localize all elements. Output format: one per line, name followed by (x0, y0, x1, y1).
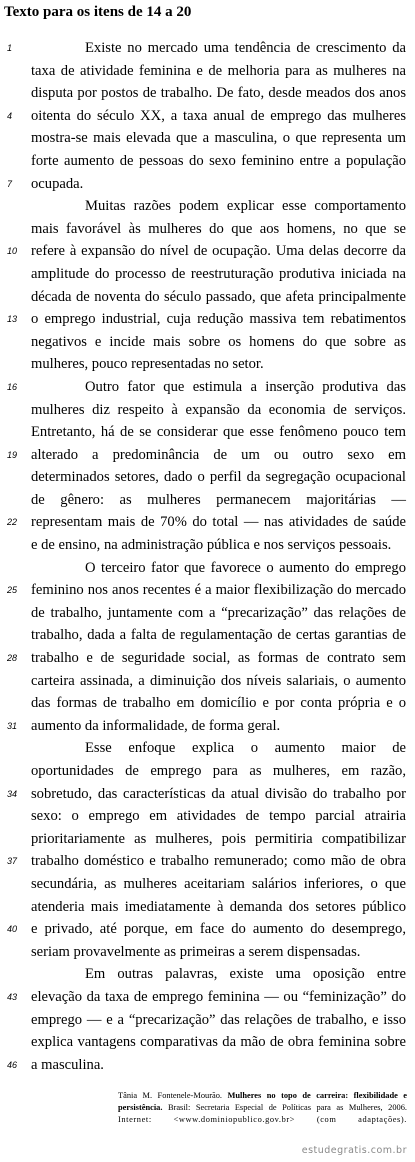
line-text: mais favorável às mulheres do que aos homens, no que se (31, 220, 406, 237)
line-number: 43 (7, 991, 18, 1002)
text-line (31, 602, 406, 625)
line-text: das formas de trabalho em domicílio e por conta própria e o (31, 695, 406, 712)
line-number: 16 (7, 381, 18, 392)
text-line (31, 941, 406, 964)
line-number: 37 (7, 856, 18, 867)
line-text: mulheres diz respeito à expansão da economia de serviços. (31, 401, 406, 418)
text-line (31, 466, 406, 489)
line-number: 34 (7, 788, 18, 799)
text-line (31, 760, 406, 783)
text-line (31, 263, 406, 286)
line-text: seriam provavelmente as primeiras a serem dispensadas. (31, 943, 361, 960)
line-text: a masculina. (31, 1056, 104, 1073)
line-number: 7 (7, 178, 13, 189)
text-line (31, 805, 406, 828)
text-line (31, 896, 406, 919)
page-title: Texto para os itens de 14 a 20 (4, 4, 192, 20)
text-line (31, 557, 406, 580)
text-line (31, 873, 406, 896)
line-text: mulheres, pouco representadas no setor. (31, 356, 264, 373)
text-line (31, 1031, 406, 1054)
text-line (7, 579, 406, 602)
source-row-1 (118, 1090, 407, 1114)
text-line (31, 1009, 406, 1032)
line-number: 4 (7, 110, 13, 121)
watermark: estudegratis.com.br (301, 1145, 407, 1156)
line-number: 1 (7, 43, 13, 53)
text-line (31, 195, 406, 218)
line-text: trabalho e de seguridade social, as formas de contrato sem (31, 650, 406, 667)
line-text: atenderia mais imediatamente à demanda dos setores público (31, 898, 406, 915)
line-text: década de noventa do século passado, que afeta principalmente (31, 288, 406, 305)
text-line (31, 60, 406, 83)
text-line (7, 715, 406, 738)
text-line (31, 692, 406, 715)
text-line (7, 511, 406, 534)
text-line (31, 353, 406, 376)
line-text: sobretudo, das características da atual divisão do trabalho por (31, 785, 406, 802)
passage-text (7, 37, 406, 1076)
text-line (7, 173, 406, 196)
text-line (31, 399, 406, 422)
text-line (31, 421, 406, 444)
line-text: carteira assinada, a diminuição dos níveis salariais, o aumento (31, 672, 406, 689)
text-line (31, 127, 406, 150)
line-text: Em outras palavras, existe uma oposição entre (85, 966, 406, 983)
text-line (7, 105, 406, 128)
text-line (31, 489, 406, 512)
line-text: taxa de atividade feminina e de melhoria para as mulheres na (31, 62, 406, 79)
line-text: elevação da taxa de emprego feminina — ou “feminização” do (31, 988, 406, 1005)
text-line (31, 963, 406, 986)
line-text: e privado, até porque, em face do aumento do desemprego, (31, 921, 406, 938)
line-number: 13 (7, 314, 18, 325)
line-number: 19 (7, 449, 18, 460)
text-line (7, 37, 406, 60)
text-line (7, 444, 406, 467)
line-text: feminino nos anos recentes é a maior flexibilização do mercado (31, 582, 406, 599)
text-line (7, 1054, 406, 1077)
line-text: determinados setores, dado o perfil da segregação ocupacional (31, 469, 406, 486)
line-number: 46 (7, 1059, 18, 1070)
text-line (31, 331, 406, 354)
line-text: refere à expansão do nível de ocupação. Uma delas decorre da (31, 243, 406, 260)
line-text: Outro fator que estimula a inserção produtiva das (85, 378, 406, 395)
text-line (31, 670, 406, 693)
source-author: Tânia M. Fontenele-Mourão. (118, 1091, 222, 1100)
line-text: mostra-se mais elevada que a masculina, o que representa um (31, 130, 406, 147)
line-text: ocupada. (31, 175, 84, 192)
line-number: 10 (7, 246, 18, 257)
line-number: 31 (7, 720, 18, 731)
text-line (7, 783, 406, 806)
line-text: Entretanto, há de se considerar que esse fenômeno pouco tem (31, 424, 406, 441)
text-line (31, 150, 406, 173)
line-text: Muitas razões podem explicar esse comportamento (85, 198, 406, 215)
line-text: trabalho doméstico e trabalho remunerado; como mão de obra (31, 853, 406, 870)
line-text: explica vantagens comparativas da mão de obra feminina sobre (31, 1034, 406, 1051)
text-line (31, 624, 406, 647)
text-line (7, 647, 406, 670)
text-line (7, 850, 406, 873)
line-text: oportunidades de emprego para as mulheres, em razão, (31, 763, 406, 779)
line-number: 28 (7, 653, 18, 664)
line-text: disputa por postos de trabalho. De fato, desde meados dos anos (31, 85, 406, 102)
source-internet: Internet: <www.dominiopublico.gov.br> (com adaptações). (118, 1115, 407, 1124)
line-text: representam mais de 70% do total — nas atividades de saúde (31, 514, 406, 531)
line-text: forte aumento de pessoas do sexo feminino entre a população (31, 152, 406, 169)
source-citation (118, 1090, 407, 1126)
text-line (7, 918, 406, 941)
line-text: O terceiro fator que favorece o aumento do emprego (85, 559, 406, 576)
text-line (31, 286, 406, 309)
line-text: Esse enfoque explica o aumento maior de (85, 740, 406, 757)
line-number: 22 (7, 517, 18, 528)
text-line (31, 218, 406, 241)
line-text: negativos e incide mais sobre os homens do que sobre as (31, 333, 406, 350)
text-line (31, 828, 406, 851)
text-line (7, 240, 406, 263)
text-line (7, 308, 406, 331)
line-text: trabalho, dada a falta de regulamentação de certas garantias de (31, 627, 406, 644)
line-text: prioritariamente as mulheres, pois permitiria compatibilizar (31, 830, 406, 847)
source-work-title: Mulheres no topo de carreira: flexibilidade e persistência. (118, 1091, 408, 1112)
line-text: o emprego industrial, cuja redução massiva tem rebatimentos (31, 311, 406, 328)
source-details: Brasil: Secretaria Especial de Políticas para as Mulheres, 2006. (167, 1103, 408, 1112)
text-line (7, 376, 406, 399)
line-text: amplitude do processo de reestruturação produtiva iniciada na (31, 265, 406, 282)
line-text: sexo: o emprego em atividades de tempo parcial atrairia (31, 808, 406, 825)
line-number: 25 (7, 585, 18, 596)
line-text: aumento da informalidade, de forma geral. (31, 717, 281, 734)
text-line (7, 986, 406, 1009)
line-number: 40 (7, 924, 18, 935)
line-text: oitenta do século XX, a taxa anual de emprego das mulheres (31, 107, 406, 124)
line-text: Existe no mercado uma tendência de crescimento da (85, 40, 406, 56)
text-line (31, 82, 406, 105)
line-text: secundária, as mulheres aceitariam salários inferiores, o que (31, 875, 406, 892)
line-text: de trabalho, juntamente com a “precarização” das relações de (31, 604, 406, 621)
text-line (31, 534, 406, 557)
line-text: de gênero: as mulheres permanecem majoritárias — (31, 491, 406, 508)
line-text: alterado a predominância de um ou outro sexo em (31, 446, 406, 463)
text-line (31, 737, 406, 760)
line-text: e de ensino, na administração pública e nos serviços pessoais. (31, 537, 392, 554)
line-text: emprego — e a “precarização” das relações de trabalho, e isso (31, 1011, 406, 1028)
